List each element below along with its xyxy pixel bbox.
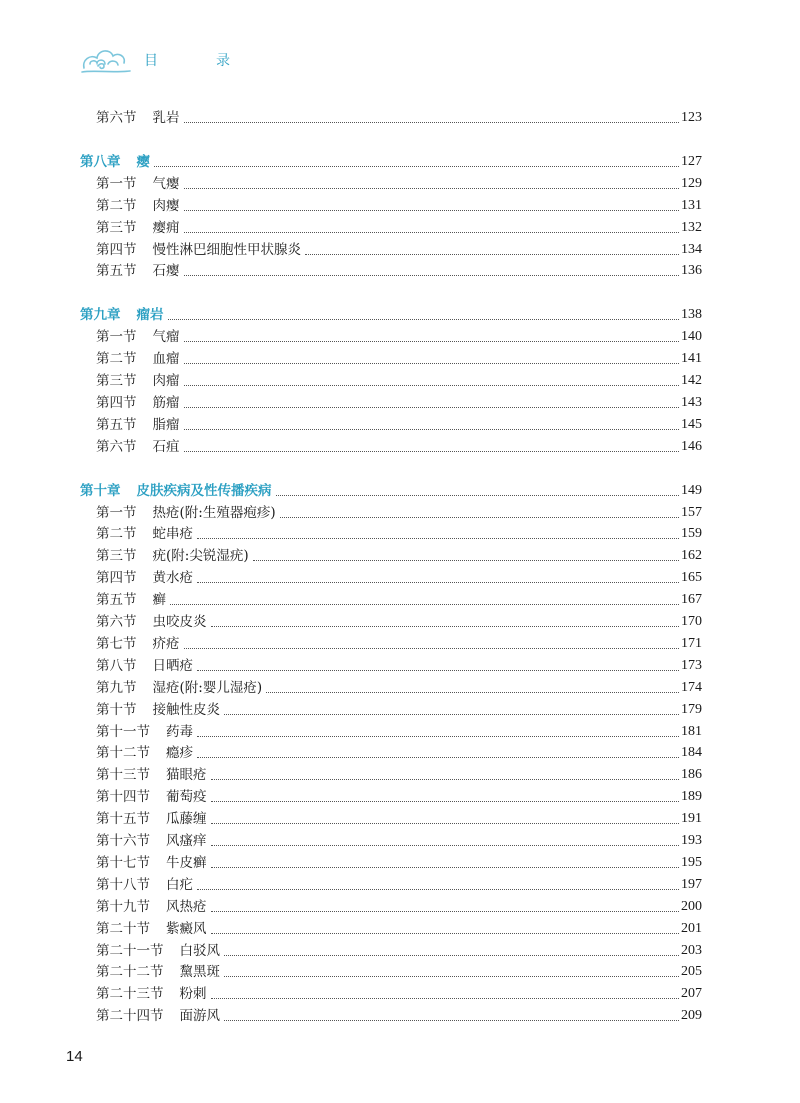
toc-page-number: 207 — [681, 986, 702, 1002]
toc-entry-title: 接触性皮炎 — [152, 701, 220, 718]
toc-entry-title: 面游风 — [179, 1008, 220, 1025]
toc-entry-number: 第十节 — [96, 701, 137, 718]
toc-section-row — [96, 721, 702, 743]
toc-section-row — [96, 874, 702, 896]
toc-entry-title: 石疽 — [152, 438, 180, 455]
toc-section-row — [96, 633, 702, 655]
toc-entry-title: 石瘿 — [152, 263, 180, 280]
toc-page-number: 142 — [681, 373, 702, 388]
toc-page-number: 195 — [681, 854, 702, 870]
toc-section-row — [96, 589, 702, 611]
toc-section-row — [96, 195, 702, 217]
toc-section-row — [96, 173, 702, 195]
toc-entry-title: 猫眼疮 — [166, 767, 207, 784]
toc-entry-number: 第四节 — [96, 241, 137, 258]
toc-page-number: 193 — [681, 833, 702, 848]
toc-entry-number: 第九节 — [96, 679, 137, 696]
toc-page-number: 146 — [681, 438, 702, 454]
toc-entry-number: 第一节 — [96, 175, 137, 192]
toc-entry-number: 第四节 — [96, 570, 137, 587]
dot-leader — [184, 188, 680, 189]
toc-page-number: 162 — [681, 548, 702, 564]
toc-page-number: 179 — [681, 701, 702, 717]
toc-entry-number: 第二十一节 — [96, 942, 164, 959]
toc-entry-title: 疣(附:尖锐湿疣) — [152, 548, 249, 565]
toc-entry-number: 第十五节 — [96, 811, 150, 828]
dot-leader — [184, 451, 680, 452]
toc-entry-title: 气瘤 — [152, 329, 180, 346]
toc-entry-number: 第十七节 — [96, 854, 150, 871]
toc-entry-number: 第八节 — [96, 657, 137, 674]
toc-entry-title: 慢性淋巴细胞性甲状腺炎 — [152, 241, 301, 258]
toc-page-number: 184 — [681, 745, 702, 761]
toc-chapter-row — [80, 480, 702, 502]
toc-entry-number: 第二十三节 — [96, 986, 164, 1003]
toc-entry-number: 第五节 — [96, 263, 137, 280]
toc-entry-number: 第二节 — [96, 526, 137, 543]
toc-section-row — [96, 414, 702, 436]
toc-entry-number: 第十二节 — [96, 745, 150, 762]
toc-page-number: 173 — [681, 657, 702, 673]
toc-page-number: 159 — [681, 526, 702, 542]
toc-page-number: 141 — [681, 351, 702, 367]
dot-leader — [170, 604, 679, 605]
dot-leader — [211, 845, 680, 846]
toc-page-number: 189 — [681, 789, 702, 805]
toc-section-row — [96, 239, 702, 261]
dot-leader — [197, 736, 679, 737]
dot-leader — [197, 670, 679, 671]
toc-section-row — [96, 764, 702, 786]
toc-page-number: 191 — [681, 811, 702, 827]
toc-entry-title: 瘿 — [136, 153, 150, 170]
dot-leader — [211, 933, 680, 934]
toc-section-row — [96, 348, 702, 370]
dot-leader — [184, 210, 680, 211]
toc-page-number: 136 — [681, 263, 702, 279]
toc-section-row — [96, 1005, 702, 1027]
toc-page-number: 134 — [681, 241, 702, 257]
toc-entry-title: 气瘿 — [152, 175, 180, 192]
dot-leader — [184, 341, 680, 342]
dot-leader — [154, 166, 679, 167]
toc-entry-number: 第一节 — [96, 329, 137, 346]
toc-section-row — [96, 523, 702, 545]
toc-entry-number: 第十章 — [80, 482, 121, 499]
dot-leader — [184, 429, 680, 430]
toc-section-row — [96, 699, 702, 721]
toc-entry-number: 第三节 — [96, 548, 137, 565]
toc-entry-number: 第四节 — [96, 394, 137, 411]
dot-leader — [197, 889, 679, 890]
toc-chapter-row — [80, 304, 702, 326]
toc-page-number: 157 — [681, 504, 702, 520]
toc-entry-number: 第二十二节 — [96, 964, 164, 981]
toc-page-number: 209 — [681, 1008, 702, 1024]
toc-page-number: 149 — [681, 482, 702, 498]
toc-section-row — [96, 611, 702, 633]
toc-entry-title: 虫咬皮炎 — [152, 614, 207, 630]
toc-entry-number: 第十四节 — [96, 789, 150, 806]
header-title: 目 录 — [144, 53, 252, 69]
toc-page-number: 138 — [681, 307, 702, 323]
toc-page-number: 205 — [681, 964, 702, 980]
toc-entry-title: 白疕 — [166, 876, 193, 893]
toc-page-number: 186 — [681, 767, 702, 783]
toc-entry-title: 湿疮(附:婴儿湿疮) — [152, 679, 263, 696]
toc-entry-number: 第六节 — [96, 110, 137, 126]
toc-page-number: 197 — [681, 876, 702, 892]
toc-page-number: 165 — [681, 570, 702, 586]
toc-section-row — [96, 896, 702, 918]
toc-entry-title: 瘾疹 — [166, 745, 193, 762]
toc-page-number: 174 — [681, 679, 702, 695]
toc-entry-number: 第六节 — [96, 438, 137, 455]
toc-entry-number: 第九章 — [80, 307, 121, 324]
dot-leader — [211, 823, 680, 824]
dot-leader — [253, 560, 679, 561]
toc-section-row — [96, 918, 702, 940]
toc-entry-number: 第六节 — [96, 614, 137, 630]
toc-section-row — [96, 742, 702, 764]
toc-entry-number: 第二十节 — [96, 920, 150, 937]
toc-entry-number: 第十三节 — [96, 767, 150, 784]
toc-page-number: 170 — [681, 614, 702, 629]
toc-entry-number: 第二节 — [96, 197, 137, 214]
toc-section-row — [96, 567, 702, 589]
dot-leader — [224, 1020, 679, 1021]
toc-entry-number: 第十八节 — [96, 876, 150, 893]
toc-section-row — [96, 830, 702, 852]
toc-entry-title: 风瘙痒 — [166, 833, 207, 849]
toc-page-number: 200 — [681, 898, 702, 914]
toc-section-row — [96, 677, 702, 699]
dot-leader — [266, 692, 679, 693]
toc-page-number: 143 — [681, 394, 702, 410]
toc-section-row — [96, 502, 702, 524]
dot-leader — [184, 232, 680, 233]
toc-entry-title: 药毒 — [166, 723, 193, 740]
dot-leader — [184, 407, 680, 408]
toc-section-row — [96, 260, 702, 282]
toc-page-number: 203 — [681, 942, 702, 958]
toc-chapter-row — [80, 151, 702, 173]
toc-entry-title: 筋瘤 — [152, 394, 180, 411]
dot-leader — [224, 714, 679, 715]
toc-entry-number: 第三节 — [96, 219, 137, 236]
toc-entry-title: 肉瘿 — [152, 197, 180, 214]
toc-page-number: 123 — [681, 110, 702, 125]
dot-leader — [211, 911, 680, 912]
toc-section-row — [96, 940, 702, 962]
toc-section-row — [96, 808, 702, 830]
toc-entry-number: 第五节 — [96, 416, 137, 433]
toc-entry-title: 瘤岩 — [136, 307, 164, 324]
toc-entry-number: 第十九节 — [96, 898, 150, 915]
toc-page-number: 129 — [681, 175, 702, 191]
dot-leader — [280, 517, 679, 518]
toc-entry-number: 第三节 — [96, 373, 137, 389]
toc-entry-title: 瓜藤缠 — [166, 811, 207, 828]
toc-entry-number: 第十一节 — [96, 723, 150, 740]
toc-page-number: 127 — [681, 153, 702, 169]
toc-entry-title: 脂瘤 — [152, 416, 180, 433]
toc-entry-title: 血瘤 — [152, 351, 180, 368]
dot-leader — [197, 582, 679, 583]
toc-entry-title: 日晒疮 — [152, 657, 193, 674]
dot-leader — [197, 538, 679, 539]
dot-leader — [276, 495, 680, 496]
dot-leader — [184, 648, 680, 649]
toc-entry-title: 疥疮 — [152, 635, 180, 652]
toc-section-row — [96, 786, 702, 808]
toc-section-row — [96, 107, 702, 129]
toc-entry-number: 第八章 — [80, 153, 121, 170]
toc-entry-number: 第十六节 — [96, 833, 150, 849]
dot-leader — [184, 275, 680, 276]
dot-leader — [224, 976, 679, 977]
toc-page-number: 140 — [681, 329, 702, 345]
dot-leader — [184, 385, 680, 386]
toc-entry-title: 紫癜风 — [166, 920, 207, 937]
toc-section-row — [96, 436, 702, 458]
dot-leader — [305, 254, 679, 255]
toc-page-number: 201 — [681, 920, 702, 936]
toc-section-row — [96, 217, 702, 239]
page-number: 14 — [66, 1048, 83, 1065]
toc-entry-title: 皮肤疾病及性传播疾病 — [136, 482, 272, 499]
toc-entry-title: 肉瘤 — [152, 373, 180, 389]
toc-entry-title: 黄水疮 — [152, 570, 193, 587]
toc-section-row — [96, 983, 702, 1005]
toc-entry-title: 癣 — [152, 592, 166, 609]
toc-section-row — [96, 370, 702, 392]
toc-page-number: 167 — [681, 592, 702, 608]
dot-leader — [168, 319, 680, 320]
dot-leader — [184, 363, 680, 364]
toc-entry-number: 第二节 — [96, 351, 137, 368]
toc-page-number: 171 — [681, 635, 702, 651]
toc-page-number: 145 — [681, 416, 702, 432]
toc-entry-title: 黧黑斑 — [179, 964, 220, 981]
toc-entry-title: 葡萄疫 — [166, 789, 207, 806]
toc-section-row — [96, 961, 702, 983]
dot-leader — [211, 626, 680, 627]
toc-section-row — [96, 326, 702, 348]
dot-leader — [211, 801, 680, 802]
toc-entry-title: 粉刺 — [179, 986, 207, 1003]
dot-leader — [224, 955, 679, 956]
toc-entry-title: 瘿痈 — [152, 219, 180, 236]
toc-entry-title: 乳岩 — [152, 110, 180, 126]
page-header — [80, 40, 720, 80]
toc-entry-number: 第一节 — [96, 504, 137, 521]
toc-entry-title: 风热疮 — [166, 898, 207, 915]
toc-section-row — [96, 545, 702, 567]
toc-entry-title: 热疮(附:生殖器疱疹) — [152, 504, 276, 521]
cloud-icon — [80, 42, 132, 76]
toc-entry-number: 第七节 — [96, 635, 137, 652]
toc-page-number: 132 — [681, 219, 702, 235]
toc-section-row — [96, 655, 702, 677]
dot-leader — [211, 779, 680, 780]
dot-leader — [211, 867, 680, 868]
toc-entry-title: 蛇串疮 — [152, 526, 193, 543]
toc-entry-title: 牛皮癣 — [166, 854, 207, 871]
toc-entry-title: 白驳风 — [179, 942, 220, 959]
toc-page-number: 181 — [681, 723, 702, 739]
toc-section-row — [96, 852, 702, 874]
toc-entry-number: 第五节 — [96, 592, 137, 609]
dot-leader — [211, 998, 680, 999]
toc-section-row — [96, 392, 702, 414]
toc-entry-number: 第二十四节 — [96, 1008, 164, 1025]
toc-page-number: 131 — [681, 197, 702, 213]
dot-leader — [184, 122, 680, 123]
dot-leader — [197, 757, 679, 758]
